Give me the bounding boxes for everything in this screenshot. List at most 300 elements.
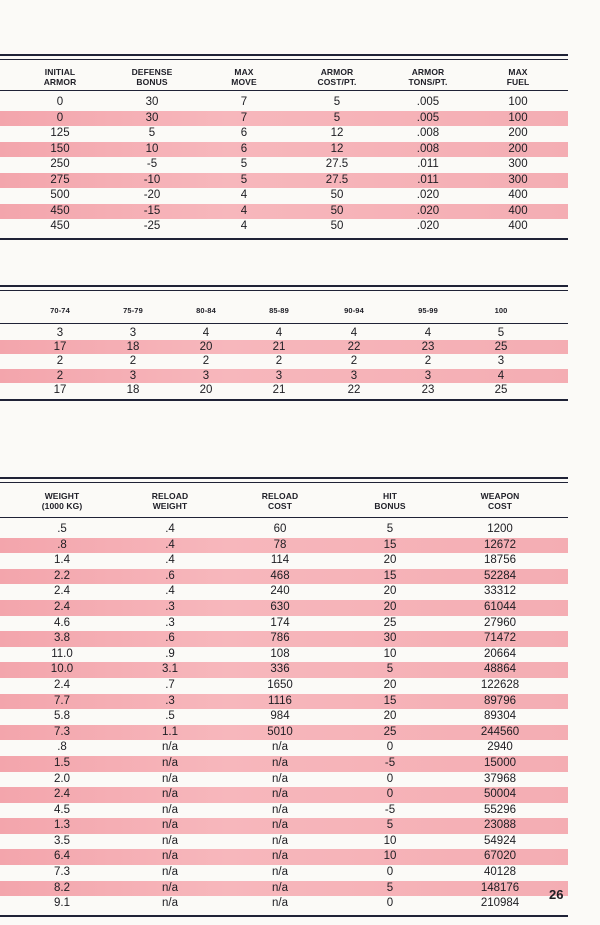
table-cell: 2 [424,355,432,368]
table-cell: 23 [421,341,435,354]
table-cell: 1.3 [54,819,70,832]
table-cell: 5 [240,158,248,170]
table-cell: 2 [202,355,210,368]
table-row [0,522,568,538]
table-cell: 23 [421,383,435,396]
table-cell: 1200 [487,523,513,535]
table-row [0,881,568,897]
table-row [0,173,568,189]
table-cell: 4 [350,327,358,339]
table-cell: 12 [330,142,344,155]
table-row [0,553,568,569]
table-cell: n/a [162,756,178,769]
table-cell: 8.2 [54,881,70,894]
table-row [0,803,568,819]
table-cell: 2.2 [54,569,70,582]
table-cell: .005 [416,96,440,108]
table-cell: 20 [383,678,397,691]
table-cell: 5010 [267,725,293,738]
table-body [0,522,568,912]
table-cell: -5 [146,158,158,170]
column-header-line: ARMOR [320,67,354,77]
table-cell: 37968 [484,772,516,785]
table-cell: 5 [386,523,394,535]
table-cell: 0 [386,897,394,910]
column-header [507,67,530,87]
table-cell: 0 [56,96,64,108]
table-row [0,188,568,204]
column-header: 80-84 [196,306,216,315]
table-cell: 33312 [484,585,516,598]
table-cell: .020 [416,189,440,201]
column-header [132,67,173,87]
table-cell: 3 [129,327,137,339]
table-cell: 400 [508,204,528,217]
table-cell: 20 [383,585,397,598]
table-cell: 25 [494,341,508,354]
table-cell: n/a [272,772,288,785]
table-cell: 7.7 [54,694,70,707]
table-cell: 114 [270,554,290,567]
table-cell: 3 [129,369,137,382]
table-top-rule [0,285,568,287]
table-cell: 2940 [487,741,513,754]
table-body [0,326,568,397]
table-cell: 2 [275,355,283,368]
table-cell: 54924 [484,834,516,847]
column-header-line: DEFENSE [131,67,173,77]
table-cell: 48864 [484,663,516,676]
column-header: 75-79 [123,306,143,315]
table-cell: .008 [416,142,440,155]
table-weapons [0,477,568,917]
table-cell: 5 [148,127,156,139]
table-cell: n/a [162,897,178,910]
table-cell: 20 [383,710,397,723]
table-cell: 0 [386,788,394,801]
table-row [0,219,568,235]
table-row [0,709,568,725]
table-cell: n/a [272,803,288,816]
table-cell: 2 [129,355,137,368]
table-row [0,818,568,834]
table-cell: 4 [497,369,505,382]
table-cell: 0 [386,772,394,785]
table-cell: 22 [347,341,361,354]
table-armor [0,54,568,240]
table-cell: n/a [162,850,178,863]
table-row [0,616,568,632]
table-row [0,157,568,173]
table-row [0,584,568,600]
table-header [0,483,568,517]
table-cell: 174 [270,616,290,629]
table-cell: 200 [508,142,528,155]
table-cell: 27.5 [325,158,349,170]
table-cell: 336 [270,663,290,676]
table-cell: 3 [202,369,210,382]
table-bottom-rule [0,238,568,240]
table-row [0,694,568,710]
table-cell: 200 [508,127,528,139]
table-cell: -5 [384,756,396,769]
table-cell: 2.4 [54,600,70,613]
table-cell: 17 [53,383,67,396]
table-cell: -25 [143,220,161,232]
column-header-line: RELOAD [261,491,299,501]
table-cell: 18 [126,383,140,396]
table-cell: 7 [240,96,248,108]
table-cell: 7 [240,111,248,124]
table-cell: 3.8 [54,632,70,645]
column-header [481,491,520,511]
column-header-line: MAX [508,67,528,77]
table-bottom-rule [0,399,568,401]
table-cell: 400 [508,189,528,201]
table-row [0,787,568,803]
table-cell: 7.3 [54,866,70,879]
table-cell: n/a [272,897,288,910]
table-cell: 3 [56,327,64,339]
table-cell: 52284 [484,569,516,582]
table-cell: .005 [416,111,440,124]
table-header-rule [0,90,568,91]
table-cell: n/a [162,881,178,894]
column-header: 85-89 [269,306,289,315]
column-header: 100 [494,306,508,315]
table-cell: 1116 [268,694,292,707]
table-header-rule [0,323,568,324]
table-cell: 5 [497,327,505,339]
table-cell: 10 [383,850,397,863]
table-cell: 2 [350,355,358,368]
table-cell: .4 [165,585,175,598]
table-cell: 60 [273,523,287,535]
table-cell: n/a [272,866,288,879]
table-cell: 108 [270,647,290,660]
table-cell: 4 [240,204,248,217]
table-cell: 20 [383,600,397,613]
table-row [0,678,568,694]
table-cell: 30 [383,632,397,645]
table-row [0,756,568,772]
column-header-line: BONUS [374,501,406,511]
table-cell: 630 [270,600,290,613]
table-row [0,111,568,127]
table-row [0,631,568,647]
column-header: 90-94 [344,306,364,315]
table-cell: 2.4 [54,788,70,801]
table-cell: 50 [330,189,344,201]
table-cell: 3 [275,369,283,382]
column-header-line: BONUS [136,77,168,87]
table-cell: 2.4 [54,678,70,691]
table-cell: n/a [272,850,288,863]
table-cell: .3 [165,600,175,613]
table-cell: 30 [145,111,159,124]
table-cell: .4 [165,523,175,535]
column-header-line: (1000 KG) [41,501,83,511]
table-cell: 3.5 [54,834,70,847]
table-cell: 5 [386,663,394,676]
column-header [374,491,405,511]
table-cell: .4 [165,538,175,551]
table-cell: 15 [383,538,397,551]
table-cell: 5 [333,111,341,124]
table-cell: n/a [272,834,288,847]
table-row [0,569,568,585]
table-cell: 100 [508,111,528,124]
table-cell: 5 [386,881,394,894]
table-cell: 20 [199,341,213,354]
column-header: 70-74 [50,306,70,315]
column-header-line: COST [487,501,513,511]
table-cell: 30 [145,96,159,108]
table-cell: 10.0 [50,663,74,676]
table-cell: 25 [383,616,397,629]
table-cell: 18 [126,341,140,354]
table-cell: 15 [383,569,397,582]
column-header [317,67,356,87]
table-cell: 40128 [484,866,516,879]
table-cell: 27960 [484,616,516,629]
table-cell: 5.8 [54,710,70,723]
table-cell: 9.1 [54,897,70,910]
table-cell: .6 [165,569,175,582]
table-row [0,834,568,850]
table-year-ranges [0,285,568,401]
column-header-line: MAX [234,67,254,77]
table-cell: 1.5 [54,756,70,769]
column-header-line: WEAPON [480,491,520,501]
column-header-line: FUEL [506,77,530,87]
table-cell: 55296 [484,803,516,816]
table-cell: 3 [350,369,358,382]
table-cell: .020 [416,204,440,217]
table-row [0,600,568,616]
table-cell: 210984 [480,897,520,910]
table-cell: 3 [424,369,432,382]
column-header [152,491,189,511]
table-cell: 21 [272,383,286,396]
table-cell: 4 [240,220,248,232]
table-row [0,772,568,788]
table-cell: 1.4 [54,554,70,567]
column-header-line: ARMOR [43,77,77,87]
column-header-line: ARMOR [411,67,445,77]
table-cell: 78 [273,538,287,551]
table-cell: 786 [270,632,290,645]
table-cell: 11.0 [51,647,73,660]
table-cell: .020 [416,220,440,232]
table-cell: 984 [270,710,290,723]
table-cell: 275 [50,173,70,186]
table-cell: 25 [494,383,508,396]
table-cell: .3 [165,694,175,707]
table-cell: 50004 [484,788,516,801]
table-row [0,126,568,142]
table-row [0,725,568,741]
column-header-line: INITIAL [44,67,76,77]
table-cell: 12 [330,127,344,139]
table-cell: 4 [240,189,248,201]
table-cell: n/a [162,866,178,879]
table-cell: 148176 [480,881,520,894]
table-cell: 6 [240,127,248,139]
table-cell: 300 [508,158,528,170]
table-cell: 150 [50,142,70,155]
table-cell: 2.0 [54,772,70,785]
table-cell: -20 [143,189,161,201]
table-cell: 4 [202,327,210,339]
table-cell: 244560 [480,725,520,738]
table-cell: 250 [50,158,70,170]
table-top-rule [0,54,568,56]
table-cell: .5 [165,710,175,723]
table-cell: .6 [165,632,175,645]
table-cell: 50 [330,204,344,217]
column-header: 95-99 [418,306,438,315]
table-cell: 4.5 [54,803,70,816]
table-cell: 5 [240,173,248,186]
table-cell: n/a [162,788,178,801]
table-cell: 15 [383,694,397,707]
table-cell: 500 [50,189,70,201]
table-cell: .3 [165,616,175,629]
table-cell: n/a [272,741,288,754]
table-cell: n/a [272,788,288,801]
table-header-rule [0,517,568,518]
table-cell: 10 [145,142,159,155]
page-number: 26 [549,887,564,902]
table-cell: 5 [333,96,341,108]
table-cell: n/a [272,819,288,832]
table-row [0,896,568,912]
table-cell: 100 [508,96,528,108]
table-cell: 240 [270,585,290,598]
table-cell: 20 [199,383,213,396]
table-cell: 122628 [480,678,520,691]
table-cell: 20 [383,554,397,567]
table-cell: 17 [53,341,67,354]
table-cell: 1650 [267,678,293,691]
table-cell: 2 [56,355,64,368]
table-row [0,369,568,383]
table-cell: 0 [56,111,64,124]
table-row [0,849,568,865]
table-cell: 125 [50,127,70,139]
table-cell: 450 [50,220,70,232]
table-cell: n/a [162,819,178,832]
table-cell: 468 [270,569,290,582]
table-row [0,95,568,111]
table-cell: .011 [417,158,439,170]
column-header-line: RELOAD [151,491,189,501]
table-cell: 400 [508,220,528,232]
table-cell: 0 [386,741,394,754]
table-cell: 2 [56,369,64,382]
table-cell: 21 [272,341,286,354]
table-row [0,538,568,554]
table-cell: 89796 [484,694,516,707]
table-row [0,326,568,340]
table-row [0,865,568,881]
table-cell: n/a [272,756,288,769]
table-row [0,383,568,397]
table-cell: .5 [57,523,67,535]
table-cell: 6.4 [54,850,70,863]
table-cell: -10 [143,173,161,186]
table-cell: .011 [417,173,439,186]
column-header [409,67,448,87]
table-row [0,740,568,756]
table-cell: 450 [50,204,70,217]
table-cell: .8 [57,538,67,551]
table-cell: 300 [508,173,528,186]
table-row [0,662,568,678]
column-header [231,67,256,87]
table-cell: 2.4 [54,585,70,598]
table-cell: n/a [162,803,178,816]
table-cell: 61044 [484,600,516,613]
table-cell: 27.5 [325,173,349,186]
column-header-line: WEIGHT [44,491,80,501]
table-cell: 4.6 [54,616,70,629]
table-cell: 1.1 [162,725,178,738]
table-cell: -5 [384,803,396,816]
table-cell: 3.1 [162,663,178,676]
table-cell: 7.3 [54,725,70,738]
column-header-line: COST/PT. [317,77,357,87]
table-cell: .8 [57,741,67,754]
table-body [0,95,568,235]
table-cell: n/a [272,881,288,894]
table-cell: 25 [383,725,397,738]
table-cell: 15000 [484,756,516,769]
column-header-line: WEIGHT [152,501,188,511]
table-row [0,354,568,368]
table-cell: .7 [165,678,175,691]
table-header [0,60,568,90]
table-cell: 23088 [484,819,516,832]
table-cell: 50 [330,220,344,232]
table-cell: 6 [240,142,248,155]
table-top-rule [0,477,568,479]
table-row [0,142,568,158]
table-cell: 89304 [484,710,516,723]
column-header [42,491,83,511]
table-row [0,340,568,354]
table-cell: 0 [386,866,394,879]
table-cell: n/a [162,741,178,754]
column-header-line: TONS/PT. [408,77,448,87]
table-cell: .4 [165,554,175,567]
table-cell: n/a [162,834,178,847]
table-cell: n/a [162,772,178,785]
table-cell: 22 [347,383,361,396]
table-cell: .9 [165,647,175,660]
table-cell: 20664 [484,647,516,660]
table-cell: 12672 [484,538,516,551]
table-cell: 4 [275,327,283,339]
column-header-line: MOVE [231,77,257,87]
table-cell: 4 [424,327,432,339]
table-cell: .008 [416,127,440,139]
column-header-line: COST [267,501,292,511]
table-cell: 67020 [484,850,516,863]
column-header [262,491,299,511]
table-bottom-rule [0,915,568,917]
